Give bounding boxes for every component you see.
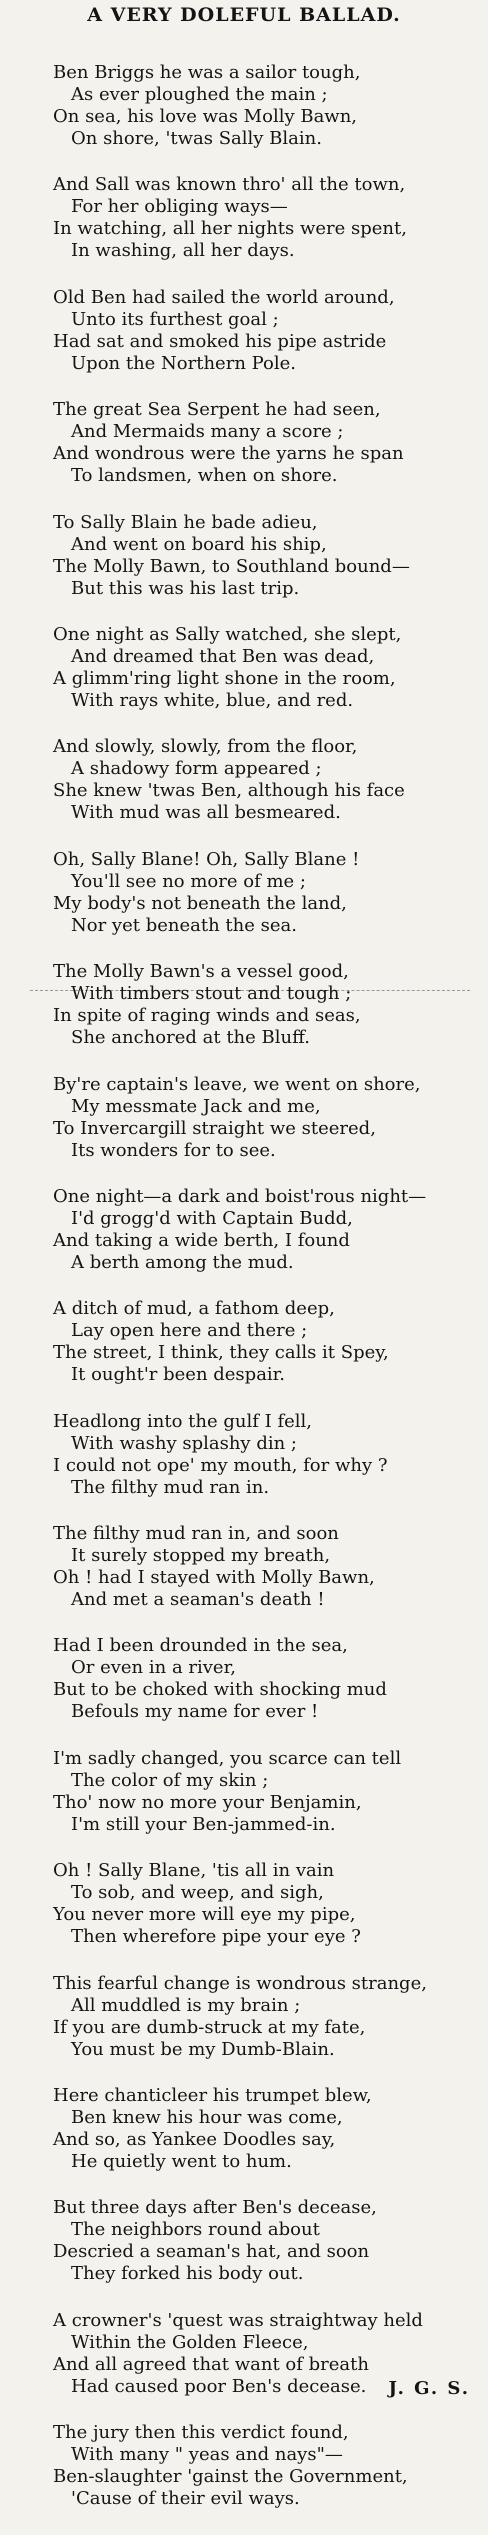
verse-line: A shadowy form appeared ; — [71, 758, 322, 780]
ballad-poem — [53, 62, 473, 2535]
verse-line: Oh ! had I stayed with Molly Bawn, — [53, 1567, 375, 1589]
verse-line: To landsmen, when on shore. — [71, 465, 338, 487]
stanza — [53, 961, 473, 1049]
verse-line: And taking a wide berth, I found — [53, 1229, 350, 1251]
verse-line: Unto its furthest goal ; — [71, 308, 279, 330]
verse-line: My body's not beneath the land, — [53, 892, 347, 914]
verse-line: You'll see no more of me ; — [71, 870, 306, 892]
stanza — [53, 1186, 473, 1274]
verse-line: Oh ! Sally Blane, 'tis all in vain — [53, 1860, 335, 1882]
verse-line: In watching, all her nights were spent, — [53, 218, 407, 240]
verse-line: One night as Sally watched, she slept, — [53, 623, 402, 645]
verse-line: Ben-slaughter 'gainst the Government, — [53, 2466, 408, 2488]
verse-line: I'd grogg'd with Captain Budd, — [71, 1207, 353, 1229]
verse-line: By're captain's leave, we went on shore, — [53, 1073, 421, 1095]
verse-line: Nor yet beneath the sea. — [71, 914, 297, 936]
verse-line: Descried a seaman's hat, and soon — [53, 2241, 370, 2263]
verse-line: Then wherefore pipe your eye ? — [71, 1926, 361, 1948]
verse-line: Headlong into the gulf I fell, — [53, 1410, 313, 1432]
stanza — [53, 1523, 473, 1611]
verse-line: But to be choked with shocking mud — [53, 1679, 387, 1701]
verse-line: This fearful change is wondrous strange, — [53, 1972, 427, 1994]
verse-line: A berth among the mud. — [71, 1251, 294, 1273]
verse-line: The street, I think, they calls it Spey, — [53, 1342, 389, 1364]
verse-line: For her obliging ways— — [71, 196, 288, 218]
verse-line: I'm still your Ben-jammed-in. — [71, 1813, 336, 1835]
verse-line: The Molly Bawn, to Southland bound— — [53, 555, 410, 577]
verse-line: In spite of raging winds and seas, — [53, 1005, 361, 1027]
verse-line: He quietly went to hum. — [71, 2151, 292, 2173]
verse-line: To Invercargill straight we steered, — [53, 1117, 376, 1139]
verse-line: A ditch of mud, a fathom deep, — [53, 1298, 335, 1320]
verse-line: If you are dumb-struck at my fate, — [53, 2016, 366, 2038]
verse-line: In washing, all her days. — [71, 240, 295, 262]
stanza — [53, 1635, 473, 1723]
verse-line: Had sat and smoked his pipe astride — [53, 330, 387, 352]
verse-line: She knew 'twas Ben, although his face — [53, 780, 405, 802]
verse-line: But this was his last trip. — [71, 577, 300, 599]
stanza — [53, 849, 473, 937]
verse-line: But three days after Ben's decease, — [53, 2197, 377, 2219]
stanza — [53, 174, 473, 262]
stanza — [53, 1298, 473, 1386]
stanza — [53, 399, 473, 487]
verse-line: The neighbors round about — [71, 2219, 320, 2241]
verse-line: Had caused poor Ben's decease. — [71, 2375, 367, 2397]
verse-line: With many " yeas and nays"— — [71, 2444, 343, 2466]
verse-line: Lay open here and there ; — [71, 1320, 308, 1342]
verse-line: And went on board his ship, — [71, 533, 327, 555]
stanza — [53, 624, 473, 712]
verse-line: And Mermaids many a score ; — [71, 421, 344, 443]
verse-line: All muddled is my brain ; — [71, 1994, 301, 2016]
stanza — [53, 512, 473, 600]
verse-line: On shore, 'twas Sally Blain. — [71, 128, 322, 149]
verse-line: And slowly, slowly, from the floor, — [53, 736, 358, 758]
verse-line: With washy splashy din ; — [71, 1432, 297, 1454]
verse-line: They forked his body out. — [71, 2263, 304, 2285]
verse-line: You never more will eye my pipe, — [53, 1904, 356, 1926]
author-signature: J. G. S. — [388, 2378, 470, 2399]
verse-line: Ben Briggs he was a sailor tough, — [53, 62, 361, 83]
verse-line: The great Sea Serpent he had seen, — [53, 399, 381, 421]
verse-line: A crowner's 'quest was straightway held — [53, 2309, 423, 2331]
stanza — [53, 1973, 473, 2061]
verse-line: It ought'r been despair. — [71, 1364, 286, 1386]
stanza — [53, 287, 473, 375]
verse-line: The color of my skin ; — [71, 1769, 269, 1791]
verse-line: Within the Golden Fleece, — [71, 2331, 309, 2353]
verse-line: To sob, and weep, and sigh, — [71, 1882, 324, 1904]
stanza — [53, 1074, 473, 1162]
verse-line: Old Ben had sailed the world around, — [53, 286, 395, 308]
verse-line: And wondrous were the yarns he span — [53, 443, 404, 465]
stanza — [53, 1411, 473, 1499]
verse-line: And all agreed that want of breath — [53, 2353, 369, 2375]
stanza — [53, 2197, 473, 2285]
verse-line: With timbers stout and tough ; — [71, 983, 352, 1005]
verse-line: As ever ploughed the main ; — [71, 84, 328, 105]
verse-line: And Sall was known thro' all the town, — [53, 174, 406, 196]
verse-line: She anchored at the Bluff. — [71, 1027, 310, 1049]
stanza — [53, 736, 473, 824]
stanza — [53, 2085, 473, 2173]
verse-line: Had I been drounded in the sea, — [53, 1635, 348, 1657]
verse-line: And so, as Yankee Doodles say, — [53, 2129, 336, 2151]
stanza — [53, 62, 473, 150]
verse-line: Upon the Northern Pole. — [71, 352, 296, 374]
stanza — [53, 2422, 473, 2510]
verse-line: On sea, his love was Molly Bawn, — [53, 106, 358, 127]
verse-line: With rays white, blue, and red. — [71, 689, 354, 711]
verse-line: Tho' now no more your Benjamin, — [53, 1791, 362, 1813]
verse-line: The filthy mud ran in, and soon — [53, 1523, 339, 1545]
verse-line: And met a seaman's death ! — [71, 1589, 325, 1611]
verse-line: To Sally Blain he bade adieu, — [53, 511, 318, 533]
verse-line: Here chanticleer his trumpet blew, — [53, 2085, 372, 2107]
verse-line: With mud was all besmeared. — [71, 802, 341, 824]
verse-line: My messmate Jack and me, — [71, 1095, 321, 1117]
verse-line: 'Cause of their evil ways. — [71, 2488, 300, 2510]
verse-line: And dreamed that Ben was dead, — [71, 645, 375, 667]
verse-line: The filthy mud ran in. — [71, 1476, 270, 1498]
verse-line: Ben knew his hour was come, — [71, 2107, 343, 2129]
verse-line: It surely stopped my breath, — [71, 1545, 331, 1567]
verse-line: A glimm'ring light shone in the room, — [53, 667, 396, 689]
verse-line: Its wonders for to see. — [71, 1139, 276, 1161]
verse-line: One night—a dark and boist'rous night— — [53, 1185, 427, 1207]
stanza — [53, 1748, 473, 1836]
verse-line: Or even in a river, — [71, 1657, 236, 1679]
ballad-title: A VERY DOLEFUL BALLAD. — [87, 4, 401, 26]
verse-line: The Molly Bawn's a vessel good, — [53, 961, 349, 983]
verse-line: Befouls my name for ever ! — [71, 1701, 319, 1723]
verse-line: You must be my Dumb-Blain. — [71, 2038, 335, 2060]
verse-line: The jury then this verdict found, — [53, 2422, 349, 2444]
verse-line: I could not ope' my mouth, for why ? — [53, 1454, 388, 1476]
stanza — [53, 1860, 473, 1948]
verse-line: I'm sadly changed, you scarce can tell — [53, 1747, 402, 1769]
verse-line: Oh, Sally Blane! Oh, Sally Blane ! — [53, 848, 360, 870]
